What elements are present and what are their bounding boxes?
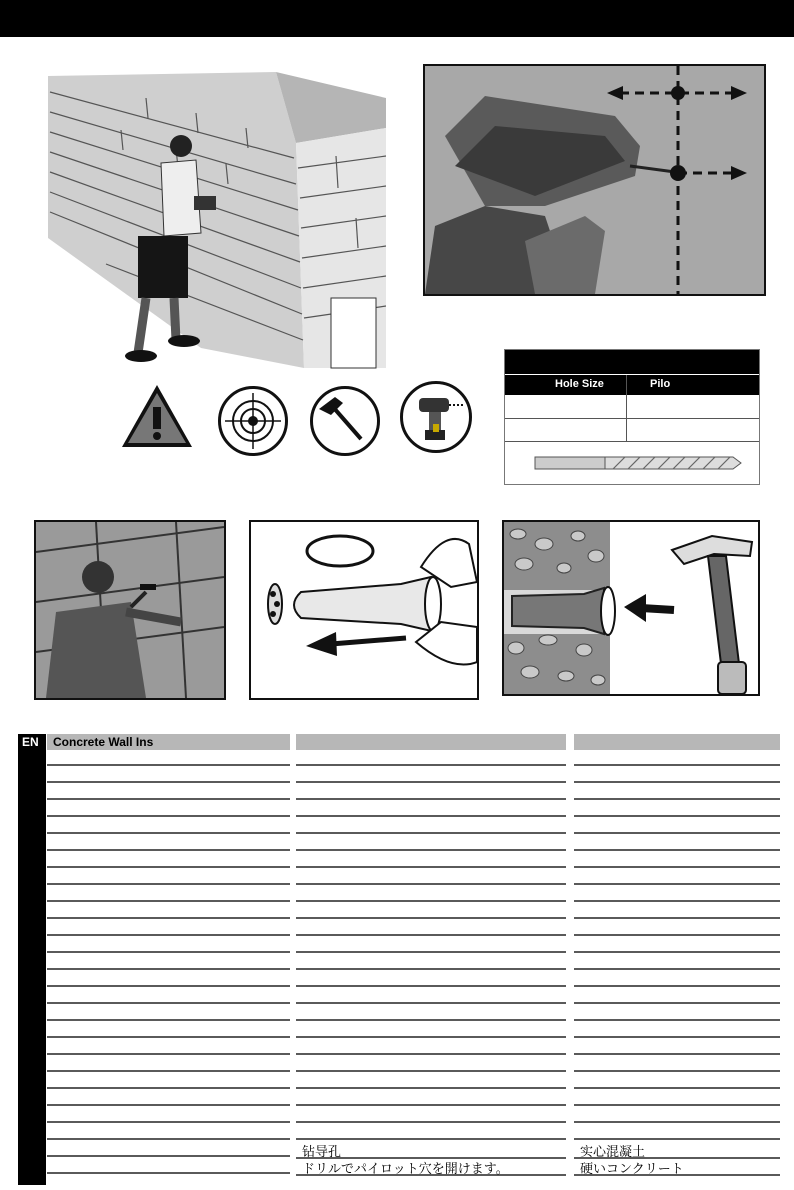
table-row xyxy=(296,1125,566,1140)
table-row xyxy=(296,972,566,987)
table-row xyxy=(574,1040,780,1055)
table-row xyxy=(574,921,780,936)
table-title-bar xyxy=(505,350,759,374)
table-row xyxy=(296,819,566,834)
hole-size-header: Hole Size xyxy=(555,378,604,390)
concrete-anchor-diagram xyxy=(502,520,760,696)
table-row xyxy=(296,1074,566,1089)
table-row xyxy=(574,1023,780,1038)
anchor-insertion-diagram xyxy=(249,520,479,700)
table-row xyxy=(296,921,566,936)
table-row xyxy=(47,1108,290,1123)
table-row xyxy=(47,1023,290,1038)
header-bar xyxy=(0,0,794,37)
table-row xyxy=(574,802,780,817)
table-row xyxy=(47,955,290,970)
table-row xyxy=(296,1108,566,1123)
table-row xyxy=(574,1142,780,1159)
table-row xyxy=(296,938,566,953)
table-row xyxy=(505,396,759,419)
table-row xyxy=(296,904,566,919)
table-row xyxy=(296,1040,566,1055)
table-row xyxy=(47,802,290,817)
column-2-rows xyxy=(296,751,566,1185)
table-row xyxy=(296,887,566,902)
table-row xyxy=(574,972,780,987)
table-row xyxy=(296,955,566,970)
table-row xyxy=(47,1074,290,1089)
table-row xyxy=(574,785,780,800)
table-row xyxy=(574,904,780,919)
table-row xyxy=(574,989,780,1004)
zh-solid-concrete-label: 实心混凝土 xyxy=(580,1145,646,1160)
column-3-header xyxy=(574,734,780,750)
hole-size-table xyxy=(504,349,760,485)
wall-drilling-illustration xyxy=(26,68,386,378)
table-row xyxy=(296,1159,566,1176)
hammering-photo xyxy=(34,520,226,700)
table-row xyxy=(47,1091,290,1106)
table-row xyxy=(574,819,780,834)
language-code-badge xyxy=(18,734,46,751)
language-stripe xyxy=(18,751,46,1185)
table-row xyxy=(574,938,780,953)
drill-marking-photo xyxy=(423,64,766,296)
table-row xyxy=(296,836,566,851)
table-row xyxy=(47,1006,290,1021)
table-row xyxy=(47,819,290,834)
table-row xyxy=(574,955,780,970)
en-column-header xyxy=(47,734,290,750)
table-row xyxy=(47,938,290,953)
warning-icon xyxy=(120,383,194,449)
table-row xyxy=(574,1006,780,1021)
table-row xyxy=(574,836,780,851)
table-row xyxy=(47,921,290,936)
column-3-rows xyxy=(574,751,780,1185)
table-row xyxy=(574,751,780,766)
table-row xyxy=(296,768,566,783)
table-row xyxy=(47,751,290,766)
table-row xyxy=(574,1125,780,1140)
table-row xyxy=(574,1057,780,1072)
table-row xyxy=(296,989,566,1004)
table-row xyxy=(47,785,290,800)
hammer-icon xyxy=(310,386,380,456)
table-row xyxy=(47,768,290,783)
table-row xyxy=(574,1159,780,1176)
table-row xyxy=(47,1142,290,1157)
table-row xyxy=(505,419,759,442)
table-header-row xyxy=(505,375,759,395)
table-row xyxy=(47,1057,290,1072)
table-row xyxy=(47,904,290,919)
ja-hard-concrete-text: 硬いコンクリート xyxy=(580,1162,684,1177)
table-row xyxy=(574,1074,780,1089)
drill-bit-icon xyxy=(533,450,743,476)
table-row xyxy=(296,802,566,817)
table-row xyxy=(47,972,290,987)
table-row xyxy=(47,836,290,851)
en-title: Concrete Wall Ins xyxy=(53,735,154,749)
column-2-header xyxy=(296,734,566,750)
language-code: EN xyxy=(22,735,39,749)
table-row xyxy=(296,1023,566,1038)
en-row-list xyxy=(18,751,290,1185)
table-row xyxy=(47,853,290,868)
table-row xyxy=(296,1057,566,1072)
ja-pilot-hole-text: ドリルでパイロット穴を開けます。 xyxy=(302,1162,509,1177)
table-row xyxy=(47,1040,290,1055)
table-row xyxy=(574,1091,780,1106)
table-row xyxy=(296,785,566,800)
table-row xyxy=(47,989,290,1004)
table-row xyxy=(296,853,566,868)
pilot-header: Pilo xyxy=(650,378,671,390)
drill-icon xyxy=(400,381,472,453)
table-row xyxy=(47,887,290,902)
table-row xyxy=(574,887,780,902)
table-row xyxy=(574,870,780,885)
table-row xyxy=(574,1108,780,1123)
table-row xyxy=(47,1125,290,1140)
table-row xyxy=(47,870,290,885)
table-row xyxy=(296,1142,566,1159)
table-row xyxy=(296,751,566,766)
table-row xyxy=(574,768,780,783)
table-row xyxy=(296,1006,566,1021)
table-row xyxy=(574,853,780,868)
table-row xyxy=(296,870,566,885)
zh-pilot-hole-label: 钻导孔 xyxy=(302,1145,342,1160)
target-icon xyxy=(218,386,288,456)
table-row xyxy=(47,1159,290,1174)
table-row xyxy=(296,1091,566,1106)
